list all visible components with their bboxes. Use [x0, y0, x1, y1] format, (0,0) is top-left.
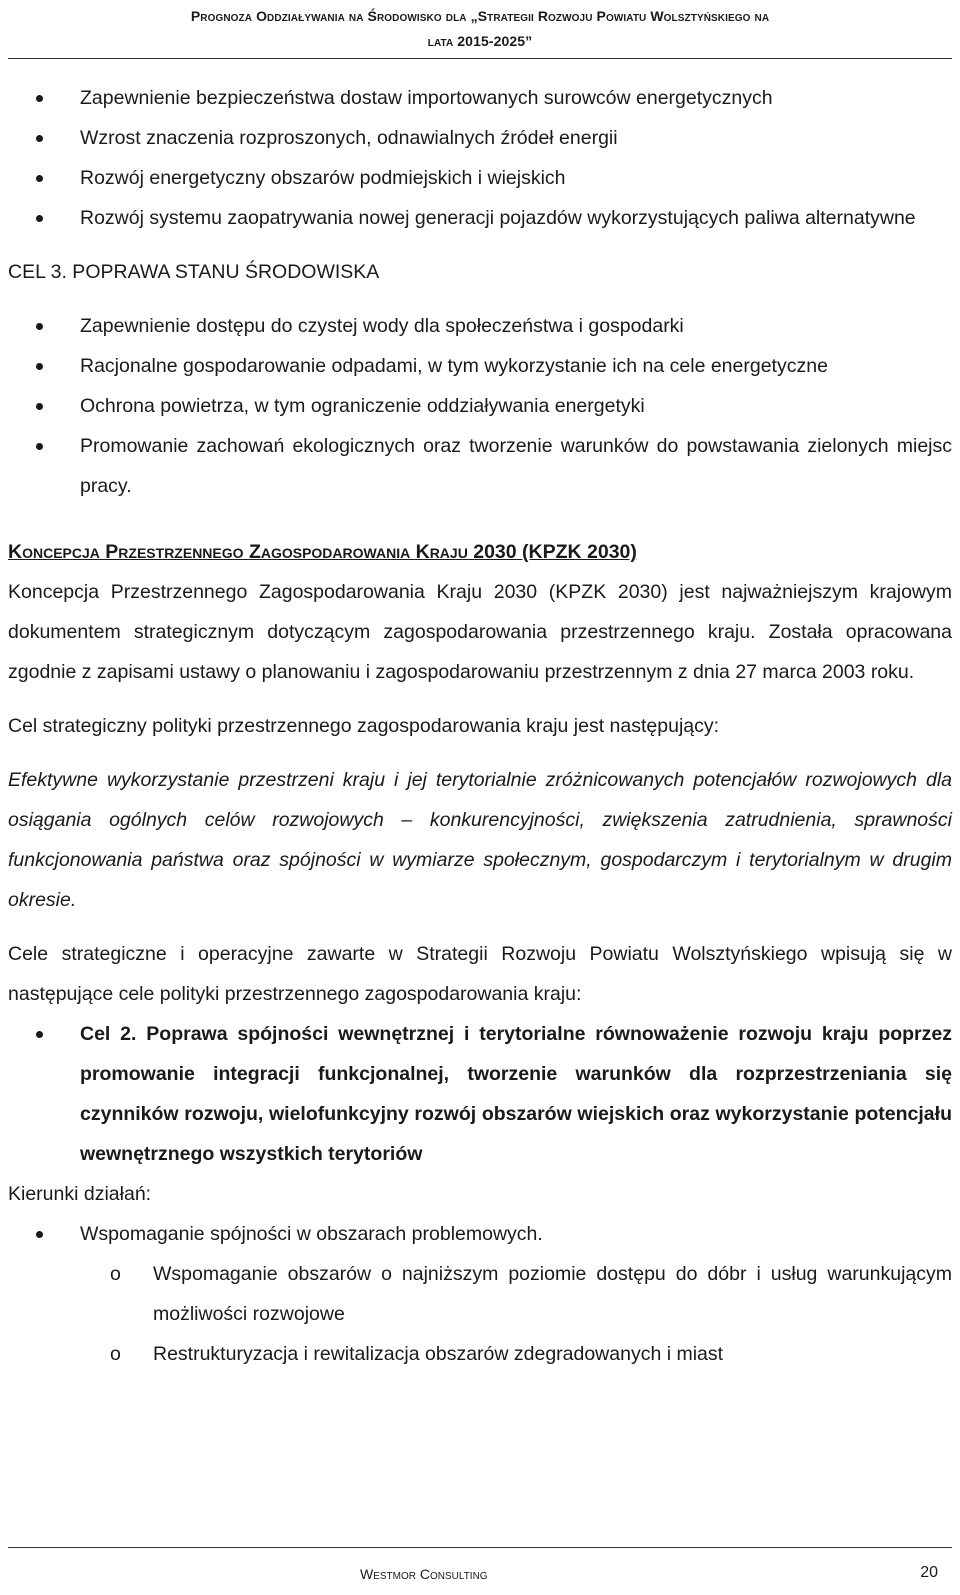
- cel2-item: Cel 2. Poprawa spójności wewnętrznej i terytorialne równoważenie rozwoju kraju poprzez promowanie integracji funkcjonalnej, tworzenie warunków dla rozprzestrzeniania się czynników rozwoju, wielofunkcyjny rozwój obszarów wiejskich oraz wykorzystanie potencjału wewnętrznego wszystkich terytoriów: [8, 1014, 952, 1174]
- list-item: Zapewnienie bezpieczeństwa dostaw importowanych surowców energetycznych: [8, 78, 952, 118]
- list-item: Wzrost znaczenia rozproszonych, odnawialnych źródeł energii: [8, 118, 952, 158]
- cel3-heading: CEL 3. POPRAWA STANU ŚRODOWISKA: [8, 261, 380, 283]
- header-title-line2: lata 2015-2025”: [427, 33, 533, 49]
- header-title-line1: Prognoza Oddziaływania na Środowisko dla „Strategii Rozwoju Powiatu Wolsztyńskiego na: [190, 8, 770, 24]
- page-header: [0, 0, 960, 54]
- list-item: Promowanie zachowań ekologicznych oraz tworzenie warunków do powstawania zielonych miejsc pracy.: [8, 426, 952, 506]
- list-item: Zapewnienie dostępu do czystej wody dla społeczeństwa i gospodarki: [8, 306, 952, 346]
- kpzk-paragraph-1: Koncepcja Przestrzennego Zagospodarowania Kraju 2030 (KPZK 2030) jest najważniejszym krajowym dokumentem strategicznym dotyczącym zagospodarowania przestrzennego kraju. Została opracowana zgodnie z zapisami ustawy o planowaniu i zagospodarowaniu przestrzennym z dnia 27 marca 2003 roku.: [8, 581, 952, 683]
- top-bullet-list: [8, 78, 952, 238]
- kierunki-list: [8, 1214, 952, 1254]
- kierunki-label: Kierunki działań:: [8, 1183, 152, 1205]
- cel2-list: [8, 1014, 952, 1174]
- kpzk-strategic-goal: Efektywne wykorzystanie przestrzeni kraju i jej terytorialnie zróżnicowanych potencjałów rozwojowych dla osiągania ogólnych celów rozwojowych – konkurencyjności, zwiększenia zatrudnienia, sprawności funkcjonowania państwa oraz spójności w wymiarze społecznym, gospodarczym i terytorialnym w drugim okresie.: [8, 769, 952, 911]
- list-item: Ochrona powietrza, w tym ograniczenie oddziaływania energetyki: [8, 386, 952, 426]
- header-rule: [8, 58, 952, 59]
- sub-list-item: o Wspomaganie obszarów o najniższym poziomie dostępu do dóbr i usług warunkującym możliwości rozwojowe: [8, 1254, 952, 1334]
- page-number: 20: [920, 1564, 938, 1581]
- document-body: [8, 78, 952, 1374]
- list-item: Racjonalne gospodarowanie odpadami, w tym wykorzystanie ich na cele energetyczne: [8, 346, 952, 386]
- list-item: Rozwój systemu zaopatrywania nowej generacji pojazdów wykorzystujących paliwa alternatywne: [8, 198, 952, 238]
- sub-list-item: o Restrukturyzacja i rewitalizacja obszarów zdegradowanych i miast: [8, 1334, 952, 1374]
- list-item: Rozwój energetyczny obszarów podmiejskich i wiejskich: [8, 158, 952, 198]
- kierunki-sublist: [8, 1254, 952, 1374]
- footer-rule: [8, 1547, 952, 1548]
- kpzk-paragraph-2: Cel strategiczny polityki przestrzennego zagospodarowania kraju jest następujący:: [8, 715, 720, 737]
- cel3-bullet-list: [8, 306, 952, 506]
- section-title: [8, 532, 952, 572]
- kpzk-paragraph-4: Cele strategiczne i operacyjne zawarte w Strategii Rozwoju Powiatu Wolsztyńskiego wpisują się w następujące cele polityki przestrzennego zagospodarowania kraju:: [8, 943, 952, 1005]
- list-item: Wspomaganie spójności w obszarach problemowych.: [8, 1214, 952, 1254]
- footer-company: Westmor Consulting: [360, 1566, 488, 1582]
- kpzk-title: Koncepcja Przestrzennego Zagospodarowania Kraju 2030 (KPZK 2030): [8, 541, 637, 563]
